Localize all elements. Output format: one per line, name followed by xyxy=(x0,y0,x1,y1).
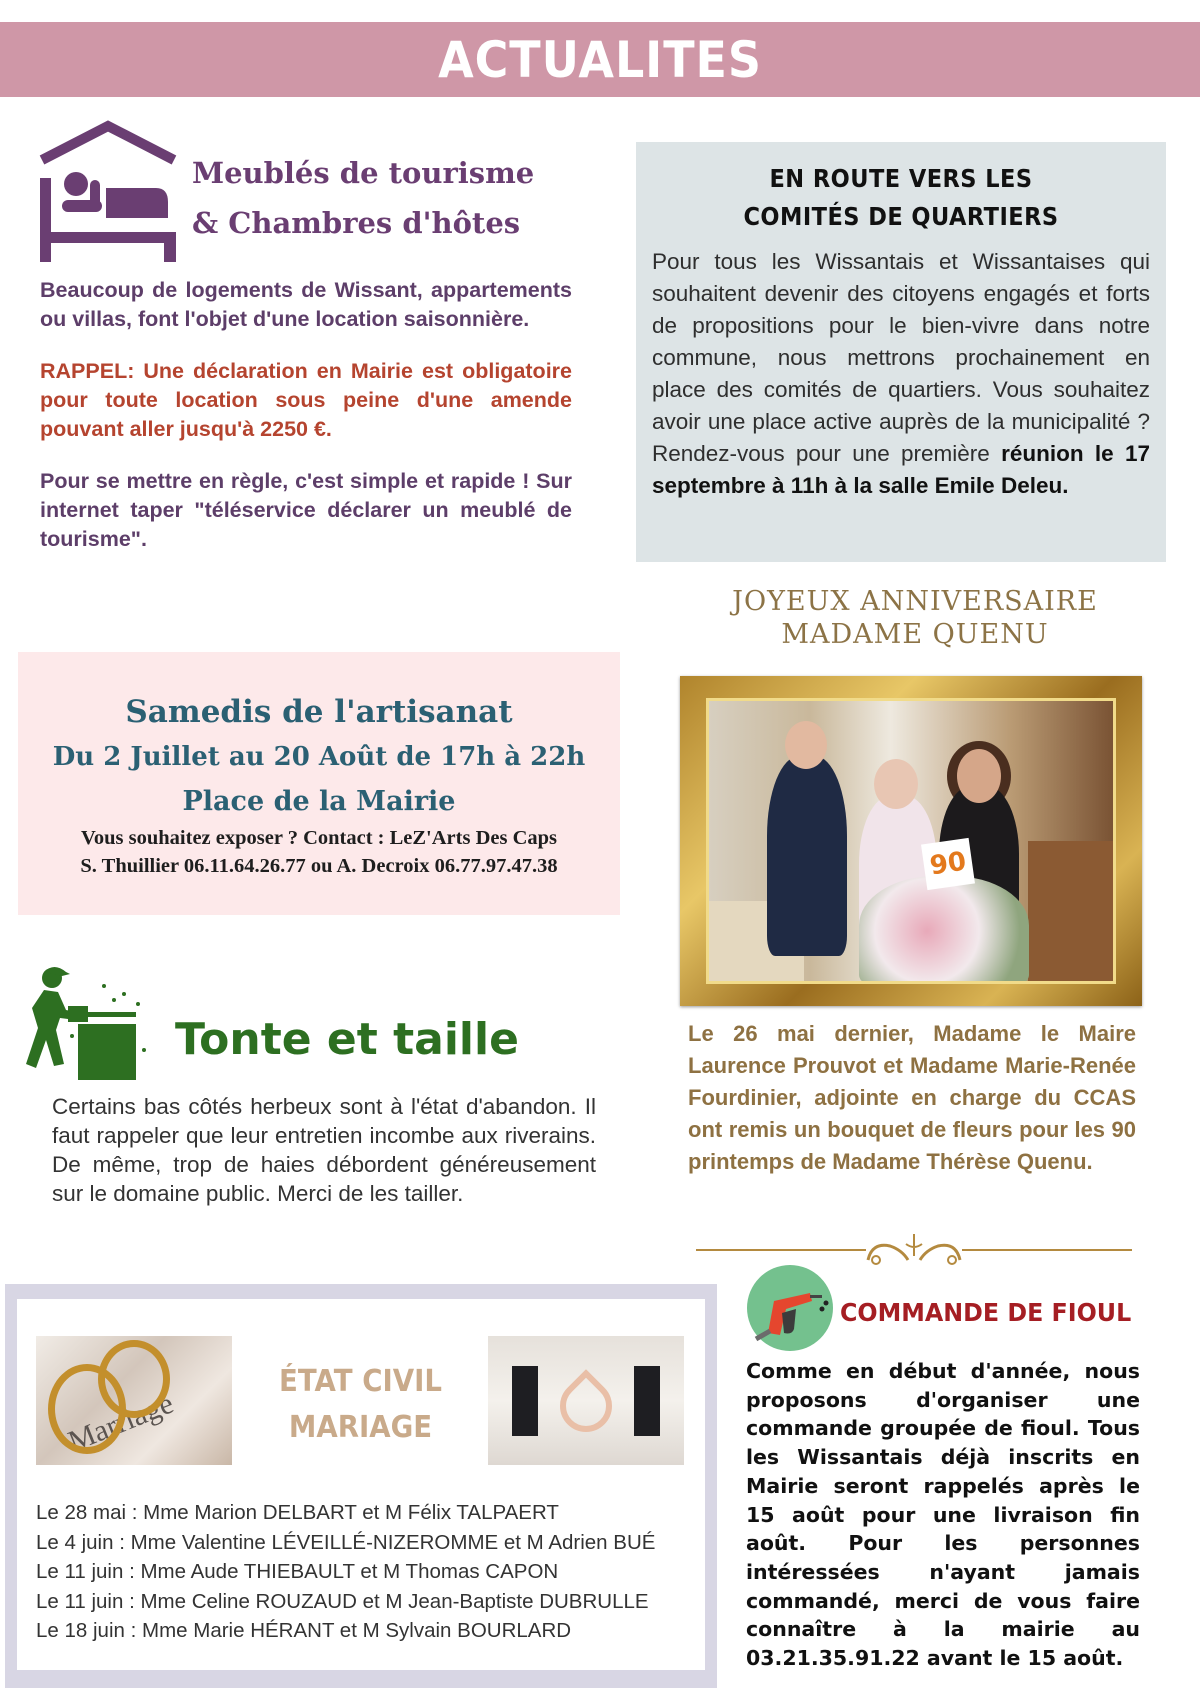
comites-title xyxy=(677,160,1125,236)
anniversaire-title-line2: MADAME QUENU xyxy=(781,619,1049,650)
mariage-entry: Le 4 juin : Mme Valentine LÉVEILLÉ-NIZEROMME et M Adrien BUÉ xyxy=(36,1530,656,1554)
artisanat-title: Samedis de l'artisanat xyxy=(125,694,513,730)
artisanat-box xyxy=(18,652,620,915)
comites-meeting-info: réunion le 17 septembre à 11h à la salle Emile Deleu. xyxy=(652,441,1150,498)
page-header-banner xyxy=(0,22,1200,97)
mariage-entry: Le 28 mai : Mme Marion DELBART et M Félix TALPAERT xyxy=(36,1501,559,1524)
etat-civil-title-line2: MARIAGE xyxy=(288,1410,433,1445)
artisanat-place: Place de la Mairie xyxy=(182,786,456,817)
flower-bouquet xyxy=(859,876,1029,981)
page-title: ACTUALITES xyxy=(438,30,762,89)
mariage-entry: Le 18 juin : Mme Marie HÉRANT et M Sylvain BOURLARD xyxy=(36,1619,572,1642)
wedding-rings-image xyxy=(36,1336,232,1465)
artisanat-contact-line1: Vous souhaitez exposer ? Contact : LeZ'Arts Des Caps xyxy=(80,827,558,849)
comites-body xyxy=(652,246,1150,502)
mariage-list xyxy=(36,1498,676,1646)
mariage-entry: Le 11 juin : Mme Aude THIEBAULT et M Thomas CAPON xyxy=(36,1560,559,1583)
heart-hands-image xyxy=(488,1336,684,1465)
comites-title-line1: EN ROUTE VERS LES xyxy=(769,164,1033,193)
tonte-body: Certains bas côtés herbeux sont à l'état d'abandon. Il faut rappeler que leur entretien incombe aux riverains. De même, trop de haies débordent généreusement sur le domaine public. Merci de les tailler. xyxy=(52,1094,596,1206)
comites-title-line2: COMITÉS DE QUARTIERS xyxy=(743,202,1059,231)
fioul-body: Comme en début d'année, nous proposons d'organiser une commande groupée de fioul. Tous les Wissantais déjà inscrits en Mairie seront rappelés après le 15 août pour une livraison fin août. Pour les personnes intéressées n'ayant jamais commandé, merci de vous faire connaître à la mairie au 03.21.35.91.22 avant le 15 août. xyxy=(746,1359,1140,1671)
anniversaire-body: Le 26 mai dernier, Madame le Maire Laurence Prouvot et Madame Marie-Renée Fourdinier, adjointe en charge du CCAS ont remis un bouquet de fleurs pour les 90 printemps de Madame Thérèse Quenu. xyxy=(688,1021,1136,1174)
marriage-word: Marriage xyxy=(63,1386,178,1459)
artisanat-dates: Du 2 Juillet au 20 Août de 17h à 22h xyxy=(52,742,586,772)
anniversaire-title xyxy=(680,585,1150,651)
comites-box xyxy=(636,142,1166,562)
comites-body-text: Pour tous les Wissantais et Wissantaises qui souhaitent devenir des citoyens engagés et forts de propositions pour le bien-vivre dans notre commune, nous mettrons prochainement en place des comités de quartiers. Vous souhaitez avoir une place active auprès de la municipalité ? Rendez-vous pour une première xyxy=(652,249,1150,466)
anniversaire-photo xyxy=(709,701,1113,981)
fioul-title: COMMANDE DE FIOUL xyxy=(840,1298,1132,1327)
anniversaire-photo-frame xyxy=(680,676,1142,1006)
mariage-entry: Le 11 juin : Mme Celine ROUZAUD et M Jean-Baptiste DUBRULLE xyxy=(36,1589,649,1613)
artisanat-contact-line2: S. Thuillier 06.11.64.26.77 ou A. Decroix 06.77.97.47.38 xyxy=(80,855,558,877)
tonte-title: Tonte et taille xyxy=(175,1014,519,1065)
etat-civil-title xyxy=(242,1359,478,1451)
meubles-body xyxy=(40,276,572,577)
fuel-nozzle-icon xyxy=(746,1263,836,1353)
anniversaire-title-line1: JOYEUX ANNIVERSAIRE xyxy=(732,586,1098,617)
etat-civil-title-line1: ÉTAT CIVIL xyxy=(279,1364,442,1399)
meubles-rappel-paragraph: RAPPEL: Une déclaration en Mairie est obligatoire pour toute location sous peine d'une amende pouvant aller jusqu'à 2250 €. xyxy=(40,359,572,441)
birthday-card: 90 xyxy=(921,838,975,890)
meubles-title xyxy=(192,148,592,248)
meubles-intro-paragraph: Beaucoup de logements de Wissant, appartements ou villas, font l'objet d'une location saisonnière. xyxy=(40,278,572,331)
meubles-title-line1: Meublés de tourisme xyxy=(192,156,535,190)
etat-civil-box xyxy=(5,1284,717,1688)
hedge-trimmer-icon xyxy=(14,964,154,1084)
meubles-howto-paragraph: Pour se mettre en règle, c'est simple et rapide ! Sur internet taper "téléservice déclarer un meublé de tourisme". xyxy=(40,469,572,551)
bed-house-icon xyxy=(38,120,183,265)
meubles-title-line2: & Chambres d'hôtes xyxy=(192,206,521,240)
